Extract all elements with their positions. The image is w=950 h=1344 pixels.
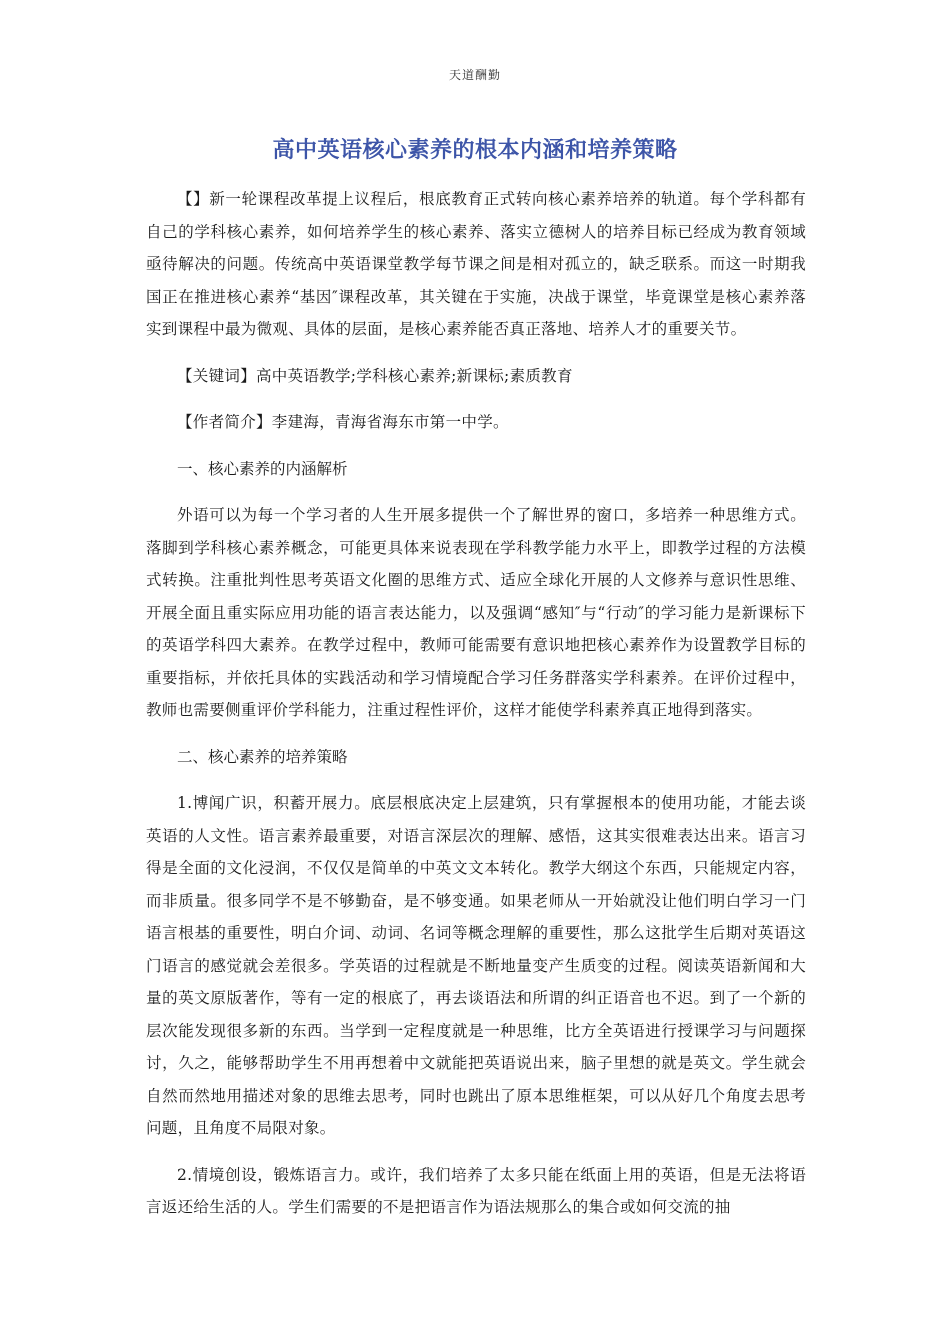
- keywords-paragraph: 【关键词】高中英语教学;学科核心素养;新课标;素质教育: [177, 366, 573, 385]
- author-paragraph: 【作者简介】李建海，青海省海东市第一中学。: [177, 413, 509, 431]
- section-paragraph: 外语可以为每一个学习者的人生开展多提供一个了解世界的窗口，多培养一种思维方式。落脚到学科核心素养概念，可能更具体来说表现在学科教学能力水平上，即教学过程的方法模式转换。注重批判性思考英语文化圈的思维方式、适应全球化开展的人文修养与意识性思维、开展全面且重实际应用功能的语言表达能力，以及强调“感知″与“行动″的学习能力是新课标下的英语学科四大素养。在教学过程中，教师可能需要有意识地把核心素养作为设置教学目标的重要指标，并依托具体的实践活动和学习情境配合学习任务群落实学科素养。在评价过程中，教师也需要侧重评价学科能力，注重过程性评价，这样才能使学科素养真正地得到落实。: [146, 506, 806, 719]
- section-paragraph: 2.情境创设，锻炼语言力。或许，我们培养了太多只能在纸面上用的英语，但是无法将语言返还给生活的人。学生们需要的不是把语言作为语法规那么的集合或如何交流的抽: [146, 1165, 806, 1216]
- abstract-paragraph: 【】新一轮课程改革提上议程后，根底教育正式转向核心素养培养的轨道。每个学科都有自己的学科核心素养，如何培养学生的核心素养、落实立德树人的培养目标已经成为教育领域亟待解决的问题。传统高中英语课堂教学每节课之间是相对孤立的，缺乏联系。而这一时期我国正在推进核心素养“基因″课程改革，其关键在于实施，决战于课堂，毕竟课堂是核心素养落实到课程中最为微观、具体的层面，是核心素养能否真正落地、培养人才的重要关节。: [146, 190, 806, 338]
- section-paragraph: 1.博闻广识，积蓄开展力。底层根底决定上层建筑，只有掌握根本的使用功能，才能去谈英语的人文性。语言素养最重要，对语言深层次的理解、感悟，这其实很难表达出来。语言习得是全面的文化浸润，不仅仅是简单的中英文文本转化。教学大纲这个东西，只能规定内容，而非质量。很多同学不是不够勤奋，是不够变通。如果老师从一开始就没让他们明白学习一门语言根基的重要性，明白介词、动词、名词等概念理解的重要性，那么这批学生后期对英语这门语言的感觉就会差很多。学英语的过程就是不断地量变产生质变的过程。阅读英语新闻和大量的英文原版著作，等有一定的根底了，再去谈语法和所谓的纠正语音也不迟。到了一个新的层次能发现很多新的东西。当学到一定程度就是一种思维，比方全英语进行授课学习与问题探讨，久之，能够帮助学生不用再想着中文就能把英语说出来，脑子里想的就是英文。学生就会自然而然地用描述对象的思维去思考，同时也跳出了原本思维框架，可以从好几个角度去思考问题，且角度不局限对象。: [146, 794, 806, 1137]
- section-heading: 一、核心素养的内涵解析: [177, 459, 348, 478]
- article-body: [146, 183, 806, 1238]
- section-heading: 二、核心素养的培养策略: [177, 747, 348, 766]
- page-title: 高中英语核心素养的根本内涵和培养策略: [272, 138, 678, 163]
- page-header: 天道酬勤: [448, 68, 501, 82]
